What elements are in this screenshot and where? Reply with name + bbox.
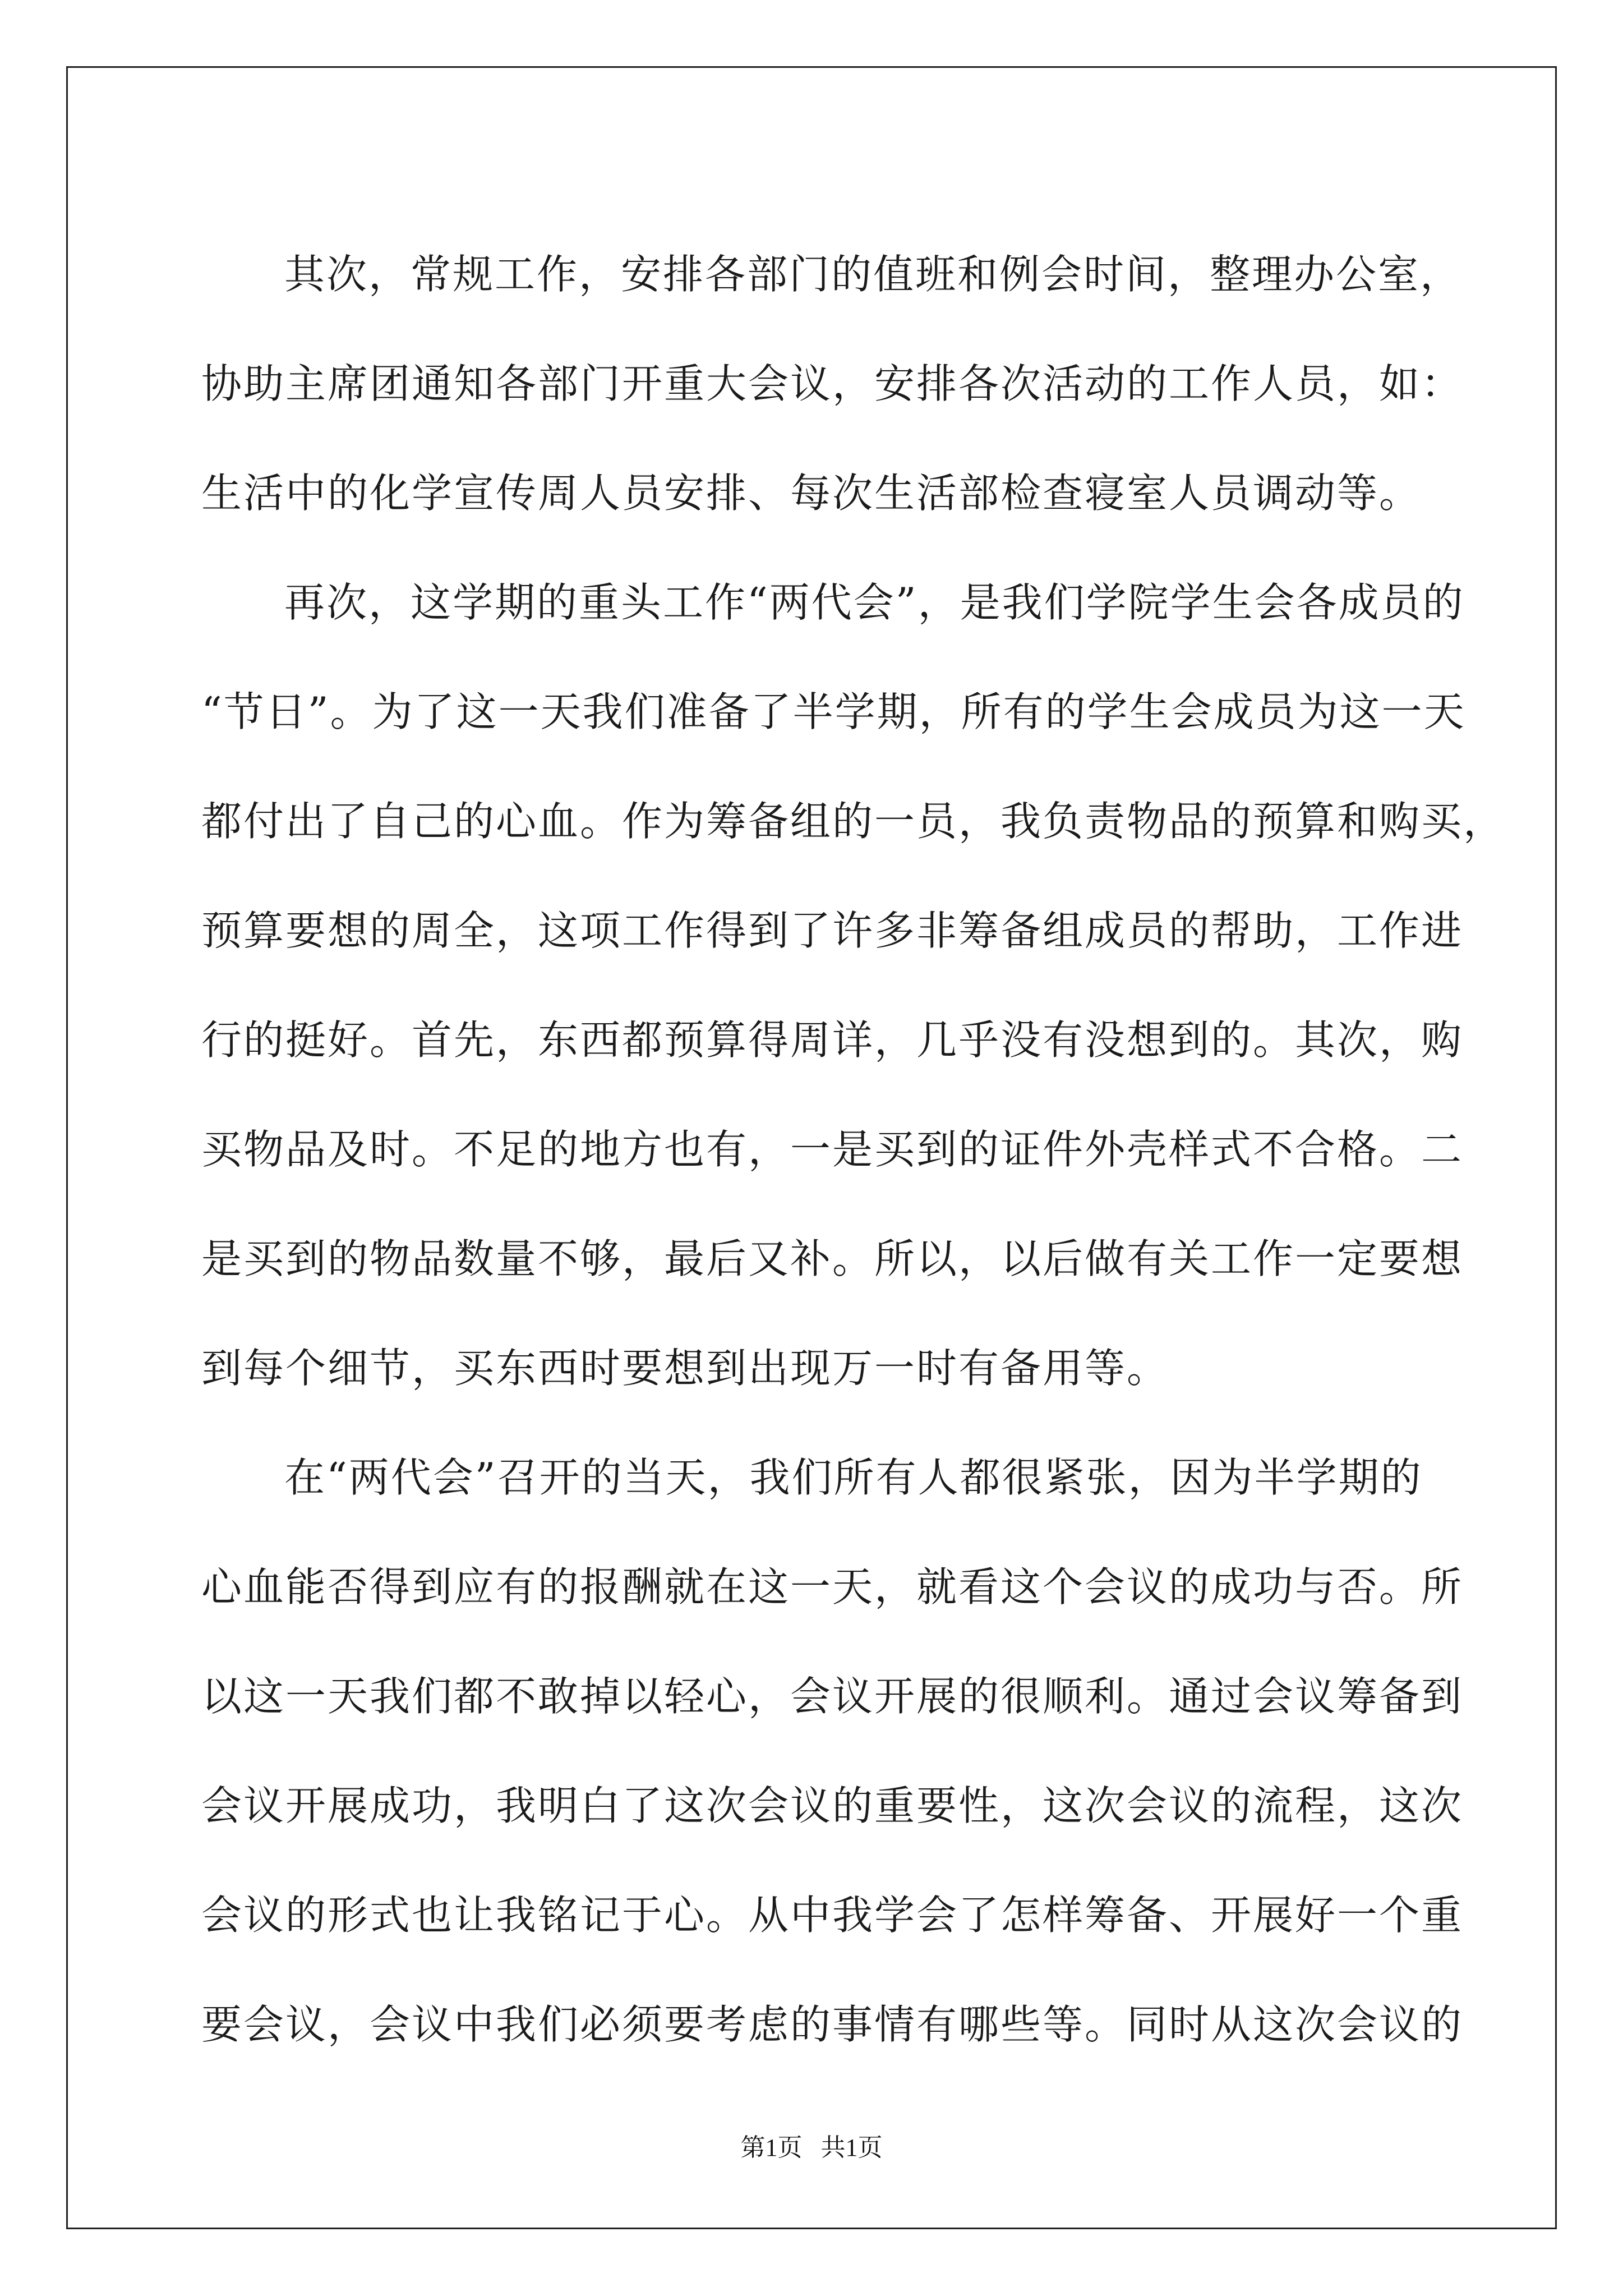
text-line: 会议开展成功，我明白了这次会议的重要性，这次会议的流程，这次	[201, 1782, 1464, 1829]
text-line: 以这一天我们都不敢掉以轻心，会议开展的很顺利。通过会议筹备到	[201, 1673, 1464, 1720]
text-line: 心血能否得到应有的报酬就在这一天，就看这个会议的成功与否。所	[201, 1563, 1464, 1611]
paragraph	[201, 1423, 1464, 2079]
text-line: 会议的形式也让我铭记于心。从中我学会了怎样筹备、开展好一个重	[201, 1892, 1464, 1939]
text-line: 要会议，会议中我们必须要考虑的事情有哪些等。同时从这次会议的	[201, 2001, 1464, 2048]
document-body	[201, 220, 1506, 2079]
text-line: 是买到的物品数量不够，最后又补。所以，以后做有关工作一定要想	[201, 1235, 1464, 1282]
text-line: 协助主席团通知各部门开重大会议，安排各次活动的工作人员，如：	[201, 360, 1464, 407]
text-line: 生活中的化学宣传周人员安排、每次生活部检查寝室人员调动等。	[201, 470, 1422, 517]
text-line: 预算要想的周全，这项工作得到了许多非筹备组成员的帮助，工作进	[201, 907, 1464, 954]
text-line: 行的挺好。首先，东西都预算得周详，几乎没有没想到的。其次，购	[201, 1016, 1464, 1064]
text-line: 其次，常规工作，安排各部门的值班和例会时间，整理办公室，	[284, 251, 1463, 298]
page-number-footer: 第1页 共1页	[740, 2134, 883, 2161]
text-line: 在“两代会”召开的当天，我们所有人都很紧张，因为半学期的	[284, 1454, 1423, 1501]
text-line: “节日”。为了这一天我们准备了半学期，所有的学生会成员为这一天	[201, 688, 1466, 735]
text-line: 到每个细节，买东西时要想到出现万一时有备用等。	[201, 1345, 1169, 1392]
text-line: 买物品及时。不足的地方也有，一是买到的证件外壳样式不合格。二	[201, 1126, 1464, 1173]
paragraph	[201, 548, 1506, 1423]
paragraph	[201, 220, 1464, 548]
text-line: 都付出了自己的心血。作为筹备组的一员，我负责物品的预算和购买，	[201, 798, 1506, 845]
text-line: 再次，这学期的重头工作“两代会”，是我们学院学生会各成员的	[284, 579, 1465, 626]
